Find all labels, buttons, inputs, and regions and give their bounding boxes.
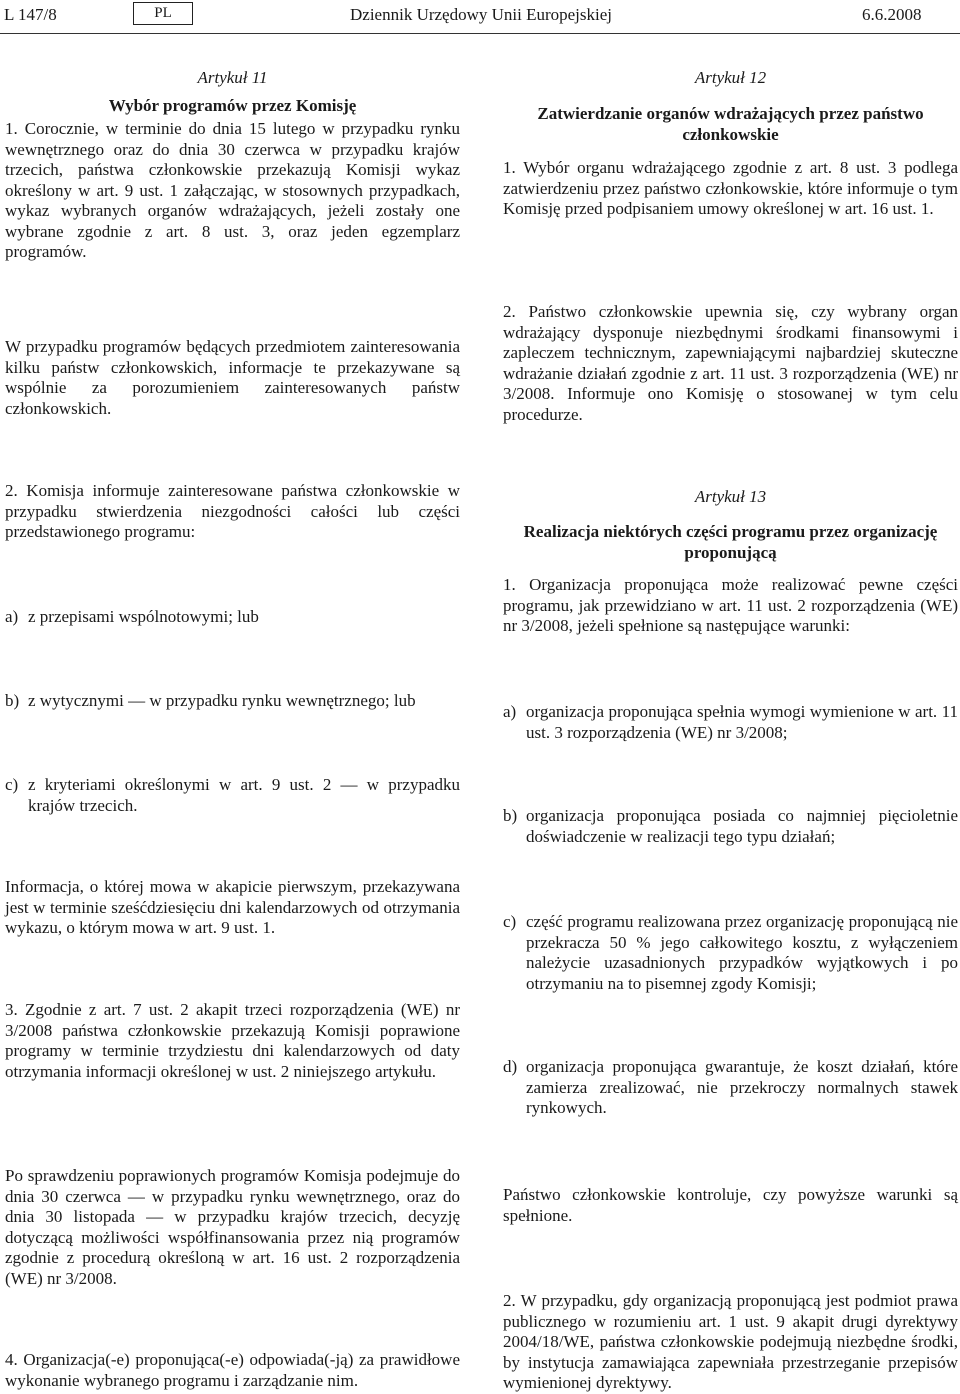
list-label: d) <box>503 1057 518 1076</box>
list-text: organizacja proponująca gwarantuje, że koszt działań, które zamierza zrealizować, nie przekroczy normalnych stawek rynkowych. <box>526 1057 958 1117</box>
article-12-paragraph-1: 1. Wybór organu wdrażającego zgodnie z art. 8 ust. 3 podlega zatwierdzeniu przez państwo członkowskie, które informuje o tym Komisję przed podpisaniem umowy określonej w art. 16 ust. 1. <box>503 158 958 218</box>
article-12-title: Zatwierdzanie organów wdrażających przez państwo członkowskie <box>537 104 924 144</box>
list-text: część programu realizowana przez organizację proponującą nie przekracza 50 % jego całkowitego kosztu, z wyłączeniem należycie uzasadnionych przypadków wyjątkowych i po otrzymaniu na to pisemnej zgody Komisji; <box>526 912 958 993</box>
condition-item-a <box>503 702 958 743</box>
article-11-heading: Artykuł 11 <box>197 68 268 87</box>
journal-title: Dziennik Urzędowy Unii Europejskiej <box>350 5 613 24</box>
article-13-paragraph-2: 2. W przypadku, gdy organizacją proponującą jest podmiot prawa publicznego w rozumieniu art. 1 ust. 9 akapit drugi dyrektywy 2004/18/WE, państwa członkowskie podejmują niezbędne środki, by instytucja zamawiająca zapewniała przestrzeganie przepisów wymienionej dyrektywy. <box>503 1291 958 1392</box>
article-11-paragraph-4: 4. Organizacja(-e) proponująca(-e) odpowiada(-ją) za prawidłowe wykonanie wybranego programu i zarządzanie nim. <box>5 1350 460 1390</box>
list-text: organizacja proponująca posiada co najmniej pięcioletnie doświadczenie w realizacji tego typu działań; <box>526 806 958 846</box>
article-13-heading: Artykuł 13 <box>694 487 767 506</box>
article-13-control-paragraph: Państwo członkowskie kontroluje, czy powyższe warunki są spełnione. <box>503 1185 958 1225</box>
article-11-paragraph-2-sub: Informacja, o której mowa w akapicie pierwszym, przekazywana jest w terminie sześćdziesięciu dni kalendarzowych od otrzymania wykazu, o którym mowa w art. 9 ust. 1. <box>5 877 460 937</box>
language-box: PL <box>133 2 193 25</box>
list-label: c) <box>503 912 517 931</box>
publication-date: 6.6.2008 <box>862 5 922 24</box>
article-12-paragraph-2: 2. Państwo członkowskie upewnia się, czy wybrany organ wdrażający dysponuje niezbędnymi środkami finansowymi i zapleczem technicznym, zapewniającymi najbardziej skuteczne wdrażanie działań zgodnie z art. 11 ust. 3 rozporządzenia (WE) nr 3/2008. Informuje ono Komisję o stosowanej w tym celu procedurze. <box>503 302 958 424</box>
list-text: z przepisami wspólnotowymi; lub <box>28 607 259 626</box>
header-rule <box>0 33 960 34</box>
page-header <box>0 0 960 40</box>
list-label: b) <box>503 806 518 825</box>
list-label: a) <box>503 702 517 721</box>
list-text: organizacja proponująca spełnia wymogi wymienione w art. 11 ust. 3 rozporządzenia (WE) nr 3/2008; <box>526 702 958 742</box>
condition-item-b <box>503 806 958 847</box>
condition-item-c <box>503 912 958 994</box>
list-label: b) <box>5 691 20 710</box>
list-text: z wytycznymi — w przypadku rynku wewnętrznego; lub <box>28 691 416 710</box>
article-11-title: Wybór programów przez Komisję <box>108 96 357 115</box>
list-item-a <box>5 607 460 628</box>
condition-item-d <box>503 1057 958 1119</box>
article-11-paragraph-2: 2. Komisja informuje zainteresowane państwa członkowskie w przypadku stwierdzenia niezgodności całości lub części przedstawionego programu: <box>5 481 460 541</box>
list-label: c) <box>5 775 19 794</box>
list-item-b <box>5 691 460 712</box>
page-reference: L 147/8 <box>4 5 57 24</box>
list-text: z kryteriami określonymi w art. 9 ust. 2 — w przypadku krajów trzecich. <box>28 775 460 815</box>
article-12-heading: Artykuł 12 <box>694 68 767 87</box>
article-13-paragraph-1: 1. Organizacja proponująca może realizować pewne części programu, jak przewidziano w art. 11 ust. 2 rozporządzenia (WE) nr 3/2008, jeżeli spełnione są następujące warunki: <box>503 575 958 635</box>
article-11-paragraph-1: 1. Corocznie, w terminie do dnia 15 lutego w przypadku rynku wewnętrznego oraz do dnia 30 czerwca w przypadku krajów trzecich, państwa członkowskie przekazują Komisji wykaz określony w art. 9 ust. 1 załączając, w stosownych przypadkach, wykaz wybranych organów wdrażających, jeżeli zostały one wybrane zgodnie z art. 8 ust. 3, oraz jeden egzemplarz programów. <box>5 119 460 261</box>
article-11-paragraph-3-sub: Po sprawdzeniu poprawionych programów Komisja podejmuje do dnia 30 czerwca — w przypadku rynku wewnętrznego, oraz do dnia 30 listopada — w przypadku krajów trzecich, decyzję dotyczącą możliwości współfinansowania przez nią programów zgodnie z procedurą określoną w art. 16 ust. 2 rozporządzenia (WE) nr 3/2008. <box>5 1166 460 1288</box>
list-item-c <box>5 775 460 816</box>
article-13-title: Realizacja niektórych części programu przez organizację proponującą <box>523 522 938 562</box>
article-11-paragraph-1-sub: W przypadku programów będących przedmiotem zainteresowania kilku państw członkowskich, informacje te przekazywane są wspólnie za porozumieniem zainteresowanych państw członkowskich. <box>5 337 460 418</box>
article-11-paragraph-3: 3. Zgodnie z art. 7 ust. 2 akapit trzeci rozporządzenia (WE) nr 3/2008 państwa członkowskie przekazują Komisji poprawione programy w terminie trzydziestu dni kalendarzowych od daty otrzymania informacji określonej w ust. 2 niniejszego artykułu. <box>5 1000 460 1081</box>
list-label: a) <box>5 607 19 626</box>
